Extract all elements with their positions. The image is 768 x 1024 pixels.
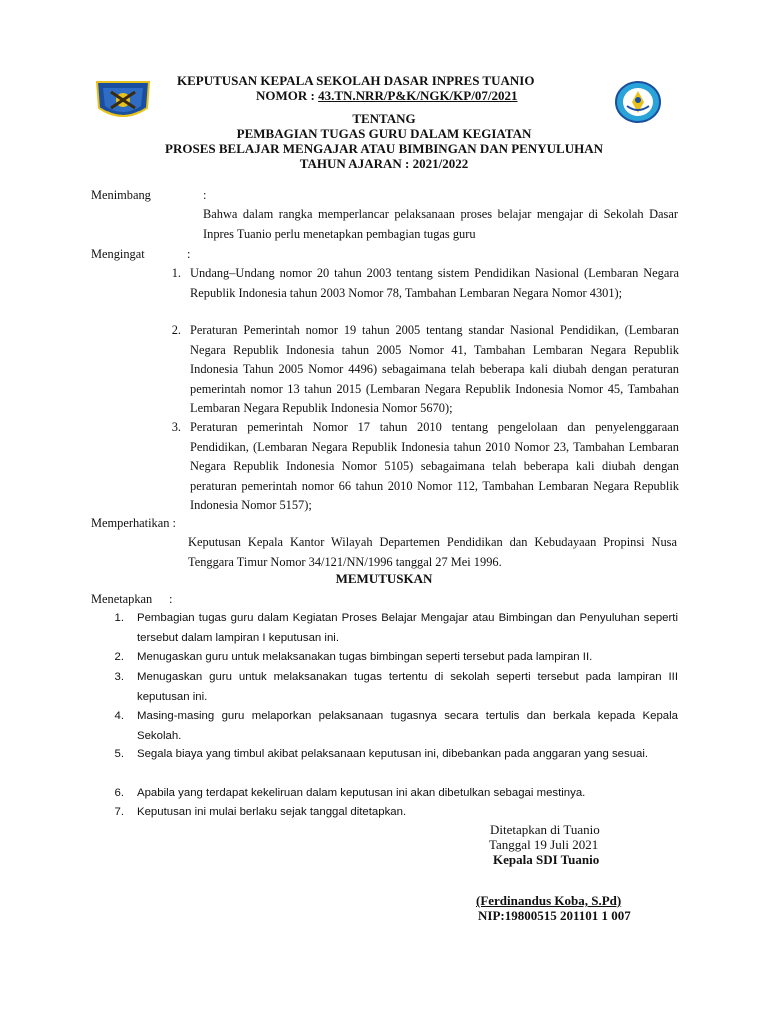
memperhatikan-text: Keputusan Kepala Kantor Wilayah Departemen Pendidikan dan Kebudayaan Propinsi Nusa Tenggara Timur Nomor 34/121/NN/1996 tanggal 27 Mei 1996. xyxy=(188,535,677,569)
item-number: 5. xyxy=(114,748,124,760)
item-number: 1. xyxy=(171,266,181,280)
tentang-heading: TENTANG xyxy=(352,111,416,126)
menimbang-colon: : xyxy=(203,188,207,202)
signature-role: Kepala SDI Tuanio xyxy=(493,852,600,867)
title-line2: PROSES BELAJAR MENGAJAR ATAU BIMBINGAN DAN PENYULUHAN xyxy=(165,141,603,156)
item-number: 4. xyxy=(114,710,124,722)
item-number: 3. xyxy=(171,420,181,434)
menetapkan-label: Menetapkan xyxy=(91,592,153,606)
nomor-label: NOMOR : xyxy=(256,88,319,103)
mengingat-label: Mengingat xyxy=(91,247,145,261)
signature-date: Tanggal 19 Juli 2021 xyxy=(489,837,599,852)
title-line3: TAHUN AJARAN : 2021/2022 xyxy=(299,156,469,171)
signature-place: Ditetapkan di Tuanio xyxy=(490,822,600,837)
item-number: 7. xyxy=(114,806,124,818)
menetapkan-colon: : xyxy=(169,592,173,606)
item-text: Apabila yang terdapat kekeliruan dalam keputusan ini akan dibetulkan sebagai mestinya. xyxy=(137,787,586,799)
item-text: Menugaskan guru untuk melaksanakan tugas tertentu di sekolah seperti tersebut pada lampiran III keputusan ini. xyxy=(137,671,678,703)
item-text: Undang–Undang nomor 20 tahun 2003 tentang sistem Pendidikan Nasional (Lembaran Negara Republik Indonesia tahun 2003 Nomor 78, Tambahan Lembaran Negara Nomor 4301); xyxy=(190,266,679,300)
item-text: Peraturan pemerintah Nomor 17 tahun 2010 tentang pengelolaan dan penyelenggaraan Pendidikan, (Lembaran Negara Republik Indonesia tahun 2010 Nomor 23, Tambahan Lembaran Negara Republik Indonesia Nomor 5105) sebagaimana telah beberapa kali diubah dengan peraturan pemerintah nomor 66 tahun 2010 Nomor 112, Tambahan Lembaran Negara Republik Indonesia Nomor 5157); xyxy=(190,420,679,512)
mengingat-colon: : xyxy=(187,247,191,261)
item-number: 2. xyxy=(171,323,181,337)
item-number: 1. xyxy=(114,612,124,624)
item-text: Masing-masing guru melaporkan pelaksanaan tugasnya secara tertulis dan berkala kepada Kepala Sekolah. xyxy=(137,710,678,742)
header-nomor xyxy=(256,88,517,104)
header-line1: KEPUTUSAN KEPALA SEKOLAH DASAR INPRES TUANIO xyxy=(177,73,535,88)
item-text: Pembagian tugas guru dalam Kegiatan Proses Belajar Mengajar atau Bimbingan dan Penyuluhan seperti tersebut dalam lampiran I keputusan ini. xyxy=(137,612,678,644)
item-number: 3. xyxy=(114,671,124,683)
memperhatikan-label: Memperhatikan : xyxy=(91,516,176,530)
memutuskan-heading: MEMUTUSKAN xyxy=(335,571,433,586)
title-line1: PEMBAGIAN TUGAS GURU DALAM KEGIATAN xyxy=(236,126,532,141)
item-text: Keputusan ini mulai berlaku sejak tanggal ditetapkan. xyxy=(137,806,407,818)
menimbang-text: Bahwa dalam rangka memperlancar pelaksanaan proses belajar mengajar di Sekolah Dasar Inpres Tuanio perlu menetapkan pembagian tugas guru xyxy=(203,207,678,241)
item-text: Peraturan Pemerintah nomor 19 tahun 2005 tentang standar Nasional Pendidikan, (Lembaran Negara Republik Indonesia tahun 2005 Nomor 41, Tambahan Lembaran Negara Republik Indonesia Tahun 2005 Nomor 4496) sebagaimana telah beberapa kali diubah dengan peraturan pemerintah nomor 13 tahun 2015 (Lembaran Negara Republik Indonesia Nomor 45, Tambahan Lembaran Negara Republik Indonesia Nomor 5670); xyxy=(190,323,679,415)
item-number: 2. xyxy=(114,651,124,663)
item-text: Segala biaya yang timbul akibat pelaksanaan keputusan ini, dibebankan pada anggaran yang sesuai. xyxy=(137,748,649,760)
nomor-value: 43.TN.NRR/P&K/NGK/KP/07/2021 xyxy=(318,88,518,103)
item-number: 6. xyxy=(114,787,124,799)
menimbang-label: Menimbang xyxy=(91,188,151,202)
signature-name: (Ferdinandus Koba, S.Pd) xyxy=(476,893,622,908)
signature-nip: NIP:19800515 201101 1 007 xyxy=(478,908,631,923)
item-text: Menugaskan guru untuk melaksanakan tugas bimbingan seperti tersebut pada lampiran II. xyxy=(137,651,593,663)
